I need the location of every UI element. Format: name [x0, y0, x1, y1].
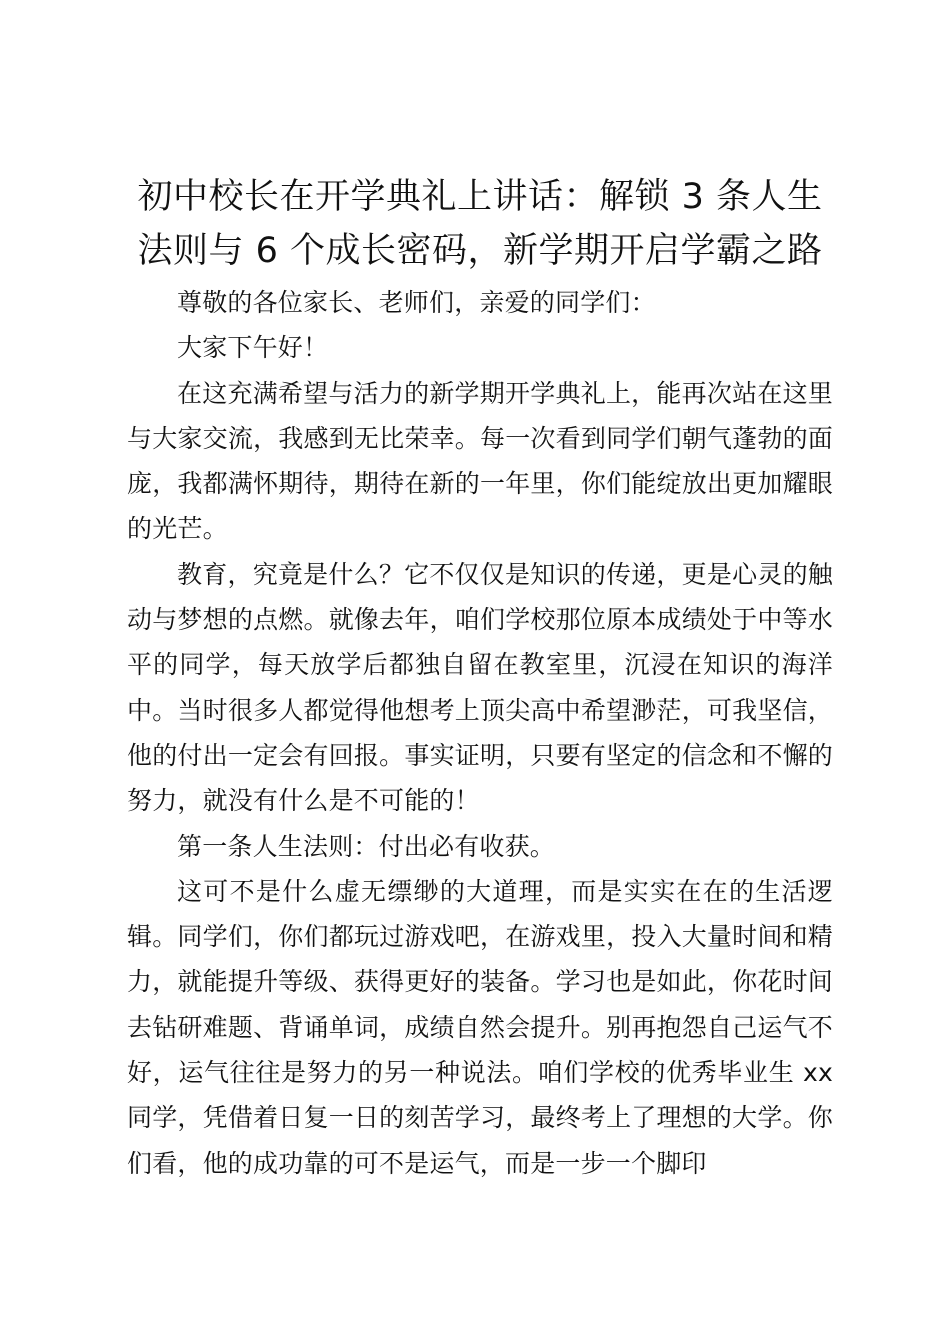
- paragraph-opening: 在这充满希望与活力的新学期开学典礼上，能再次站在这里与大家交流，我感到无比荣幸。每一次看到同学们朝气蓬勃的面庞，我都满怀期待，期待在新的一年里，你们能绽放出更加耀眼的光芒。: [127, 378, 833, 544]
- document-title: [127, 170, 833, 278]
- greeting: 大家下午好！: [177, 333, 329, 363]
- title-line-2: 法则与 6 个成长密码，新学期开启学霸之路: [137, 231, 823, 271]
- paragraph-rule-1: 这可不是什么虚无缥缈的大道理，而是实实在在的生活逻辑。同学们，你们都玩过游戏吧，在游戏里，投入大量时间和精力，就能提升等级、获得更好的装备。学习也是如此，你花时间去钻研难题、背诵单词，成绩自然会提升。别再抱怨自己运气不好，运气往往是努力的另一种说法。咱们学校的优秀毕业生 xx 同学，凭借着日复一日的刻苦学习，最终考上了理想的大学。你们看，他的成功靠的可不是运气，而是一步一个脚印: [127, 876, 833, 1178]
- salutation: 尊敬的各位家长、老师们，亲爱的同学们：: [177, 288, 656, 317]
- title-line-1: 初中校长在开学典礼上讲话：解锁 3 条人生: [137, 177, 823, 217]
- document-content: [127, 170, 833, 1186]
- rule-heading-1: 第一条人生法则：付出必有收获。: [177, 831, 556, 861]
- paragraph-education: 教育，究竟是什么？它不仅仅是知识的传递，更是心灵的触动与梦想的点燃。就像去年，咱们学校那位原本成绩处于中等水平的同学，每天放学后都独自留在教室里，沉浸在知识的海洋中。当时很多人都觉得他想考上顶尖高中希望渺茫，可我坚信，他的付出一定会有回报。事实证明，只要有坚定的信念和不懈的努力，就没有什么是不可能的！: [127, 559, 833, 816]
- document-body: [127, 280, 833, 1186]
